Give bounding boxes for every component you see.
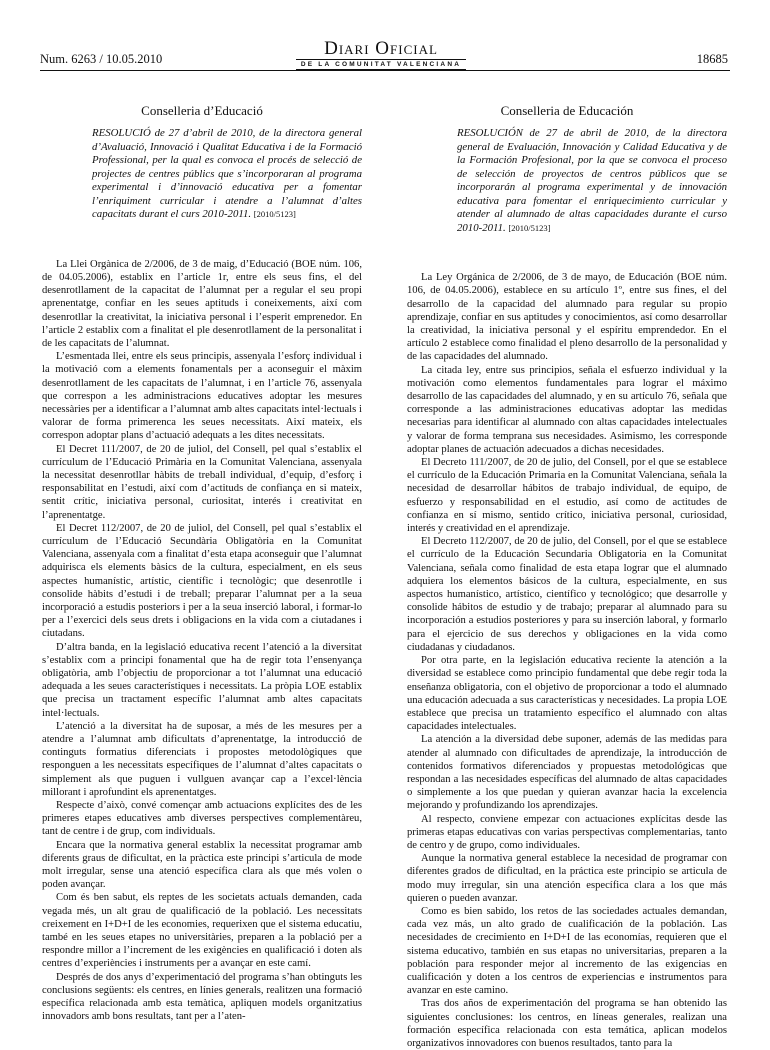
- paragraph: La atención a la diversidad debe suponer, además de las medidas para atender al alumnado con dificultades de aprendizaje, la introducción de contenidos formativos diferenciados y propuestas metodológicas que respondan a las necesidades específicas del alumnado de altas capacidades o simplemente a los que puedan y quieran avanzar hacia la excelencia mejorando y profundizando los aprendizajes.: [407, 734, 727, 812]
- paragraph: El Decreto 112/2007, de 20 de julio, del Consell, por el que se establece el currículo de la Educación Secundaria Obligatoria en la Comunitat Valenciana, señala como finalidad de esta etapa lograr que el alumnado adquiera los elementos básicos de la cultura, especialmente, en sus aspectos humanístico, artístico, científico y tecnológico; que desarrolle y consolide hábitos de estudio y de trabajo; preparar al alumnado para su incorporación a estudios posteriores y para su inserción laboral, y formarlo para el ejercicio de sus derechos y obligaciones en la vida como ciudadanas y ciudadanos.: [407, 536, 727, 653]
- page-number: 18685: [696, 52, 728, 66]
- reference-code: [2010/5123]: [253, 209, 296, 220]
- paragraph: Després de dos anys d’experimentació del programa s’han obtinguts les conclusions següents: els centres, en línies generals, realitzen una formació específica relacionada amb esta temàtica, apliquen models organitzatius innovadors amb bons resultats, tant per a l’aten-: [42, 971, 362, 1023]
- resolution-text: RESOLUCIÓ de 27 d’abril de 2010, de la directora general d’Avaluació, Innovació i Qualitat Educativa i de la Formació Professional, per la qual es convoca el procés de selecció de projectes de centres públics que s’incorporaran al programa experimental i d’innovació educativa per a fomentar l’enriquiment curricular i atendre a l’alumnat d’altes capacitats durant el curs 2010-2011.: [92, 127, 362, 221]
- right-column: [407, 96, 727, 1050]
- left-column: [42, 96, 362, 1023]
- masthead-subtitle: DE LA COMUNITAT VALENCIANA: [296, 59, 466, 70]
- masthead-logo: [296, 40, 466, 70]
- paragraph: Respecte d’això, convé començar amb actuacions explícites des de les primeres etapes educatives amb diverses perspectives complementàreu, tant de centre i de grup, com individuals.: [42, 800, 362, 838]
- department-heading: Conselleria de Educación: [500, 103, 634, 118]
- body-text: [42, 258, 362, 1024]
- header-divider: [40, 70, 730, 71]
- paragraph: Com és ben sabut, els reptes de les societats actuals demanden, cada vegada més, un alt grau de qualificació de la població. Les necessitats creixement en I+D+I de les economies, requerixen que el sistema educatiu, també en les seues etapes no universitàries, preparen a la població per a respondre millor a l’increment de les exigències en qualificació i doten als centres d’experiències i instruments per a avançar en este camí.: [42, 892, 362, 970]
- paragraph: Aunque la normativa general establece la necesidad de programar con diferentes grados de dificultad, en la práctica este principio se articula de modo muy irregular, sin una atención específica clara a los que más quieren o pueden avanzar.: [407, 853, 727, 904]
- paragraph: Tras dos años de experimentación del programa se han obtenido las siguientes conclusiones: los centros, en líneas generales, realizan una formación específica relacionada con esta temática, aplican modelos organizativos innovadores con buenos resultados, tanto para la: [407, 998, 727, 1049]
- paragraph: Encara que la normativa general establix la necessitat programar amb diferents graus de dificultat, en la pràctica este principi s’articula de mode molt irregular, sense una atenció específica clara als que més volen o poden avançar.: [42, 839, 362, 891]
- department-heading: Conselleria d’Educació: [141, 103, 263, 118]
- masthead-title: Diari Oficial: [324, 38, 438, 59]
- paragraph: La citada ley, entre sus principios, señala el esfuerzo individual y la motivación como elementos fundamentales para lograr el máximo desarrollo de las capacidades del alumnado, y en su artículo 76, señala que corresponde a las administraciones educativas adoptar las medidas necesarias para identificar al alumnado con altas capacidades intelectuales y valorar de forma temprana sus necesidades. Asimismo, les corresponde adoptar planes de actuación adecuados a dichas necesidades.: [407, 364, 727, 455]
- resolution-summary: [457, 127, 727, 235]
- paragraph: L’atenció a la diversitat ha de suposar, a més de les mesures per a atendre a l’alumnat amb dificultats d’aprenentatge, la introducció de continguts formatius diferenciats i propostes metodològiques que responguen a les necessitats específiques de l’alumnat d’altes capacitats o simplement als que puguen i vullguen avançar cap a l’excel·lència millorant i aprofundint els aprenentatges.: [42, 720, 362, 798]
- paragraph: La Ley Orgánica de 2/2006, de 3 de mayo, de Educación (BOE núm. 106, de 04.05.2006), establece en su artículo 1º, entre sus fines, el del desarrollo de la capacidad del alumnado para regular su propio aprendizaje, confiar en sus aptitudes y conocimientos, así como desarrollar la creatividad, la iniciativa personal y el espíritu emprendedor. En el artículo 2 establece como finalidad el pleno desarrollo de la personalidad y de las capacidades del alumnado.: [407, 272, 727, 363]
- paragraph: El Decreto 111/2007, de 20 de julio, del Consell, por el que se establece el currículo de la Educación Primaria en la Comunitat Valenciana, señala la necesidad de desarrollar hábitos de trabajo individual, de equipo, de esfuerzo y responsabilidad en el estudio, así como de actitudes de confianza en sí mismo, sentido crítico, iniciativa personal, curiosidad, interés y creatividad en el aprendizaje.: [407, 457, 727, 535]
- paragraph: Por otra parte, en la legislación educativa reciente la atención a la diversidad se establece como principio fundamental que debe regir toda la enseñanza obligatoria, con el objetivo de proporcionar a todo el alumnado una educación adecuada a sus características y necesidades. La propia LOE establece que precisa un tratamiento específico el alumnado con altas capacidades intelectuales.: [407, 655, 727, 733]
- issue-number: Num. 6263 / 10.05.2010: [40, 52, 163, 66]
- paragraph: El Decret 111/2007, de 20 de juliol, del Consell, pel qual s’establix el currículum de l’Educació Primària en la Comunitat Valenciana, assenyala la necessitat desenrotllar hàbits de treball individual, d’equip, d’esforç i responsabilitat en l’estudi, així com d’actituds de confiança en si mateix, sentit crític, iniciativa personal, curiositat, interés i creativitat en l’aprenentatge.: [42, 443, 362, 521]
- resolution-text: RESOLUCIÓN de 27 de abril de 2010, de la directora general de Evaluación, Innovación y Calidad Educativa y de la Formación Profesional, por la que se convoca el proceso de selección de proyectos de centros públicos que se incorporarán al programa experimental y de innovación educativa para fomentar el enriquecimiento curricular y atender al alumnado de altas capacidades durante el curso 2010-2011.: [457, 127, 727, 234]
- body-text: [407, 271, 727, 1050]
- reference-code: [2010/5123]: [508, 222, 551, 233]
- paragraph: El Decret 112/2007, de 20 de juliol, del Consell, pel qual s’establix el currículum de l’Educació Secundària Obligatòria en la Comunitat Valenciana, assenyala com a finalitat d’esta etapa aconseguir que l’alumnat adquirisca els elements bàsics de la cultura, especialment, en els seus aspectes humanístic, artístic, científic i tecnològic; que desenrotlle i consolide hàbits d’estudi i de treball; preparar l’alumnat per a la seua incorporació a estudis posteriors i per a la seua inserció laboral, i formar-lo per a l’exercici dels seus drets i obligacions en la vida com a ciutadanes i ciutadans.: [42, 522, 362, 640]
- paragraph: Al respecto, conviene empezar con actuaciones explícitas desde las primeras etapas educativas con varias perspectivas complementarias, tanto de centro y de grupo, como individuales.: [407, 813, 727, 851]
- paragraph: D’altra banda, en la legislació educativa recent l’atenció a la diversitat s’establix com a principi fonamental que ha de regir tota l’ensenyança obligatòria, amb l’objectiu de proporcionar a tot l’alumnat una educació adequada a les seues característiques i necessitats. La pròpia LOE establix que precisa un tractament específic l’alumnat amb altes capacitats intel·lectuals.: [42, 641, 362, 719]
- paragraph: L’esmentada llei, entre els seus principis, assenyala l’esforç individual i la motivació com a elements fonamentals per a aconseguir el màxim desenrotllament de les capacitats de l’alumnat, i en l’article 76, assenyala que correspon a les administracions educatives adoptar les mesures necessàries per a identificar a l’alumnat amb altes capacitats intel·lectuals i valorar de forma primerenca les seues necessitats. Així mateix, els correspon adoptar plans d’actuació adequats a les dites necessitats.: [42, 351, 362, 442]
- resolution-summary: [92, 127, 362, 222]
- paragraph: Como es bien sabido, los retos de las sociedades actuales demandan, cada vez más, un alto grado de cualificación de la población. Las necesidades de crecimiento en I+D+I de las economías, requieren que el sistema educativo, también en sus etapas no universitarias, preparen a la población para responder mejor al incremento de las exigencias en cualificación y doten a los centros de experiencias e instrumentos para avanzar en este camino.: [407, 905, 727, 997]
- paragraph: La Llei Orgànica de 2/2006, de 3 de maig, d’Educació (BOE núm. 106, de 04.05.2006), establix en l’article 1r, entre els seus fins, el del desenrotllament de la capacitat de l’alumnat per a regular el seu propi aprenentatge, confiar en les seues aptituds i coneixements, així com desenrotllar la creativitat, la iniciativa personal i l’esperit emprenedor. En l’article 2 establix com a finalitat el ple desenrotllament de la personalitat i de les capacitats de l’alumnat.: [42, 258, 362, 349]
